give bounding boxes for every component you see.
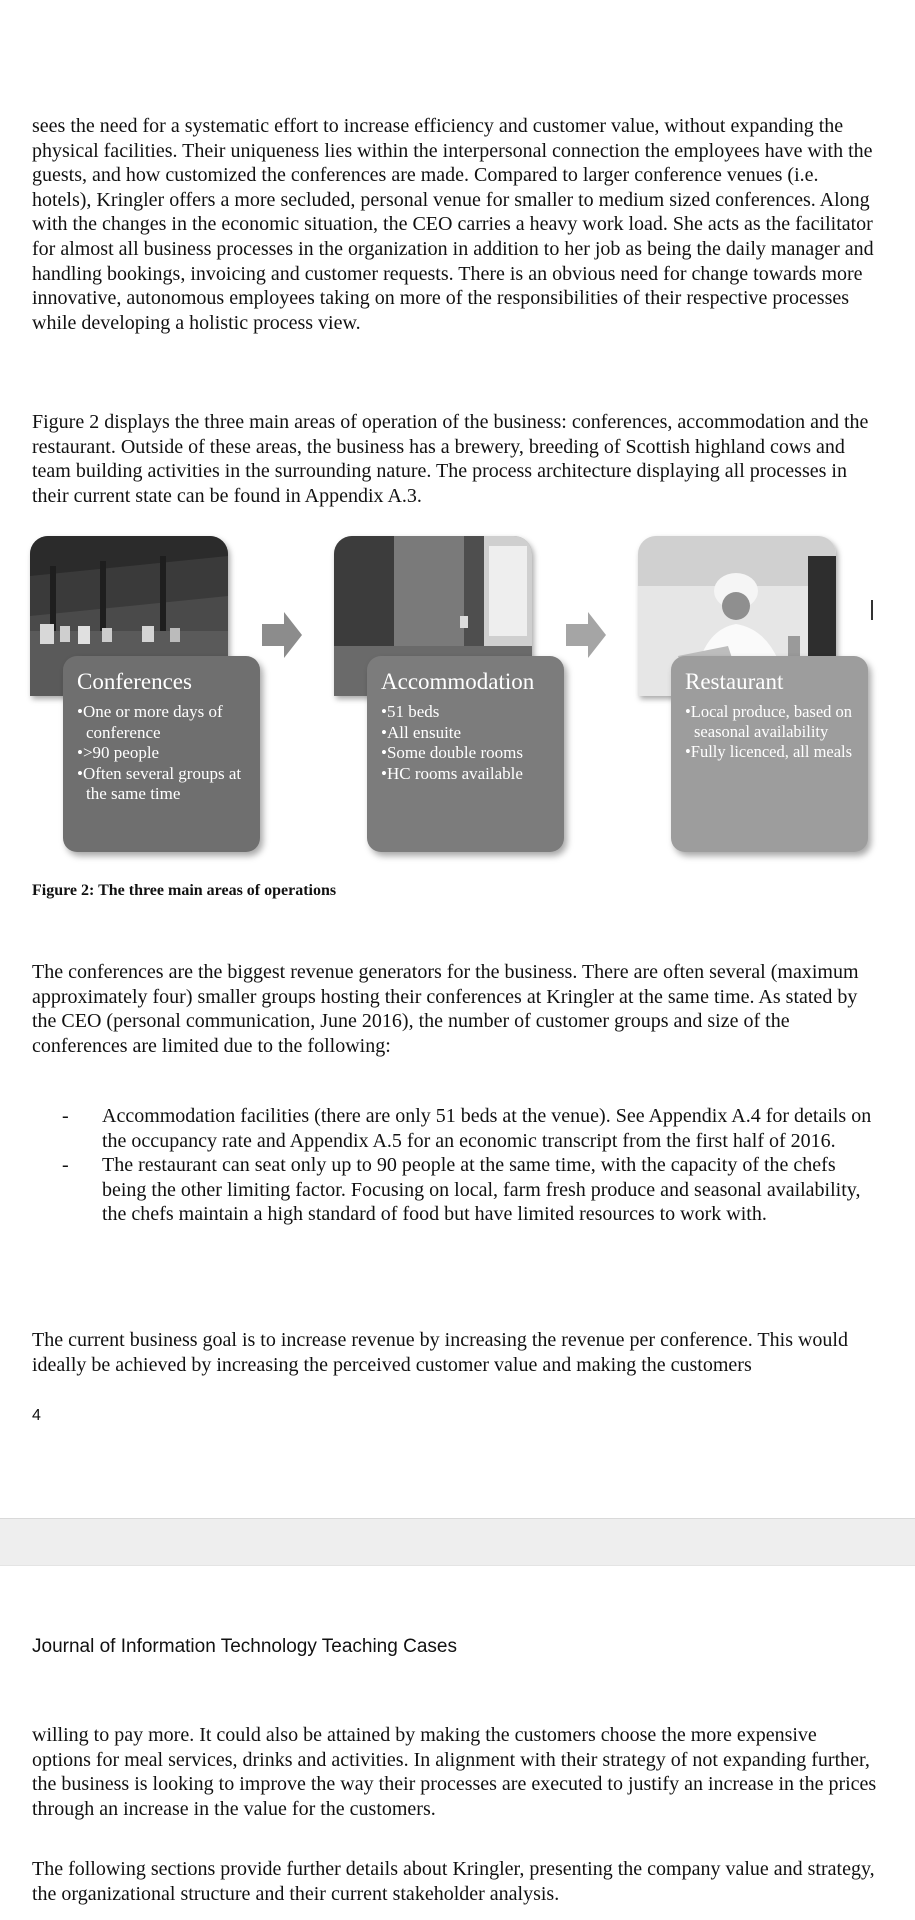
paragraph-sections: The following sections provide further details about Kringler, presenting the company value and strategy, the organizational structure and their current stakeholder analysis. [32, 1858, 875, 1905]
card-conferences-body [63, 656, 260, 852]
card-list-item: • Local produce, based on seasonal availability [685, 702, 858, 742]
card-accommodation [334, 536, 564, 856]
card-list-item: • HC rooms available [381, 764, 554, 785]
paragraph-figure-intro: Figure 2 displays the three main areas of operation of the business: conferences, accommodation and the restaurant. Outside of these areas, the business has a brewery, breeding of Scottish highland cows and team building activities in the surrounding nature. The process architecture displaying all processes in their current state can be found in Appendix A.3. [32, 411, 869, 507]
card-restaurant-body [671, 656, 868, 852]
limitations-list [62, 1104, 882, 1227]
page-number: 4 [32, 1407, 41, 1424]
list-dash: - [62, 1154, 69, 1177]
list-item-text: Accommodation facilities (there are only 51 beds at the venue). See Appendix A.4 for details on the occupancy rate and Appendix A.5 for an economic transcript from the first half of 2016. [102, 1105, 872, 1152]
list-dash: - [62, 1105, 69, 1127]
figure-caption: Figure 2: The three main areas of operations [32, 882, 337, 899]
card-title: Conferences [77, 669, 192, 694]
paragraph-intro: sees the need for a systematic effort to increase efficiency and customer value, without expanding the physical facilities. Their uniqueness lies within the interpersonal connection the employees have with the guests, and how customized the conferences are made. Compared to larger conference venues (i.e. hotels), Kringler offers a more secluded, personal venue for smaller to medium sized conferences. Along with the changes in the economic situation, the CEO carries a heavy work load. She acts as the facilitator for almost all business processes in the organization in addition to her job as being the daily manager and handling bookings, invoicing and customer requests. There is an obvious need for change towards more innovative, autonomous employees taking on more of the responsibilities of their respective processes while developing a holistic process view. [32, 115, 874, 334]
list-item [62, 1104, 882, 1153]
arrow-right-icon [566, 612, 606, 658]
card-restaurant [638, 536, 868, 856]
card-list-item: • Often several groups at the same time [77, 764, 250, 805]
card-list [685, 702, 858, 762]
card-list-item: • 51 beds [381, 702, 554, 723]
paragraph-willing: willing to pay more. It could also be attained by making the customers choose the more expensive options for meal services, drinks and activities. In alignment with their strategy of not expanding further, the business is looking to improve the way their processes are executed to justify an increase in the prices through an increase in the value for the customers. [32, 1724, 877, 1820]
journal-header: Journal of Information Technology Teaching Cases [32, 1636, 457, 1657]
paragraph-business-goal: The current business goal is to increase revenue by increasing the revenue per conference. This would ideally be achieved by increasing the perceived customer value and making the customers [32, 1329, 848, 1376]
arrow-right-icon [262, 612, 302, 658]
card-conferences [30, 536, 260, 856]
card-list [381, 702, 554, 784]
figure-2 [30, 536, 880, 856]
list-item [62, 1153, 882, 1227]
card-title: Accommodation [381, 669, 535, 694]
card-list-item: • All ensuite [381, 723, 554, 744]
page-separator [0, 1518, 915, 1566]
card-list-item: • One or more days of conference [77, 702, 250, 743]
text-cursor [871, 600, 873, 620]
card-list [77, 702, 250, 805]
card-title: Restaurant [685, 669, 784, 694]
card-list-item: • Fully licenced, all meals [685, 742, 858, 762]
card-list-item: • Some double rooms [381, 743, 554, 764]
paragraph-conferences: The conferences are the biggest revenue generators for the business. There are often several (maximum approximately four) smaller groups hosting their conferences at Kringler at the same time. As stated by the CEO (personal communication, June 2016), the number of customer groups and size of the conferences are limited due to the following: [32, 961, 859, 1057]
card-list-item: • >90 people [77, 743, 250, 764]
list-item-text: The restaurant can seat only up to 90 people at the same time, with the capacity of the chefs being the other limiting factor. Focusing on local, farm fresh produce and seasonal availability, the chefs maintain a high standard of food but have limited resources to work with. [102, 1154, 861, 1226]
card-accommodation-body [367, 656, 564, 852]
